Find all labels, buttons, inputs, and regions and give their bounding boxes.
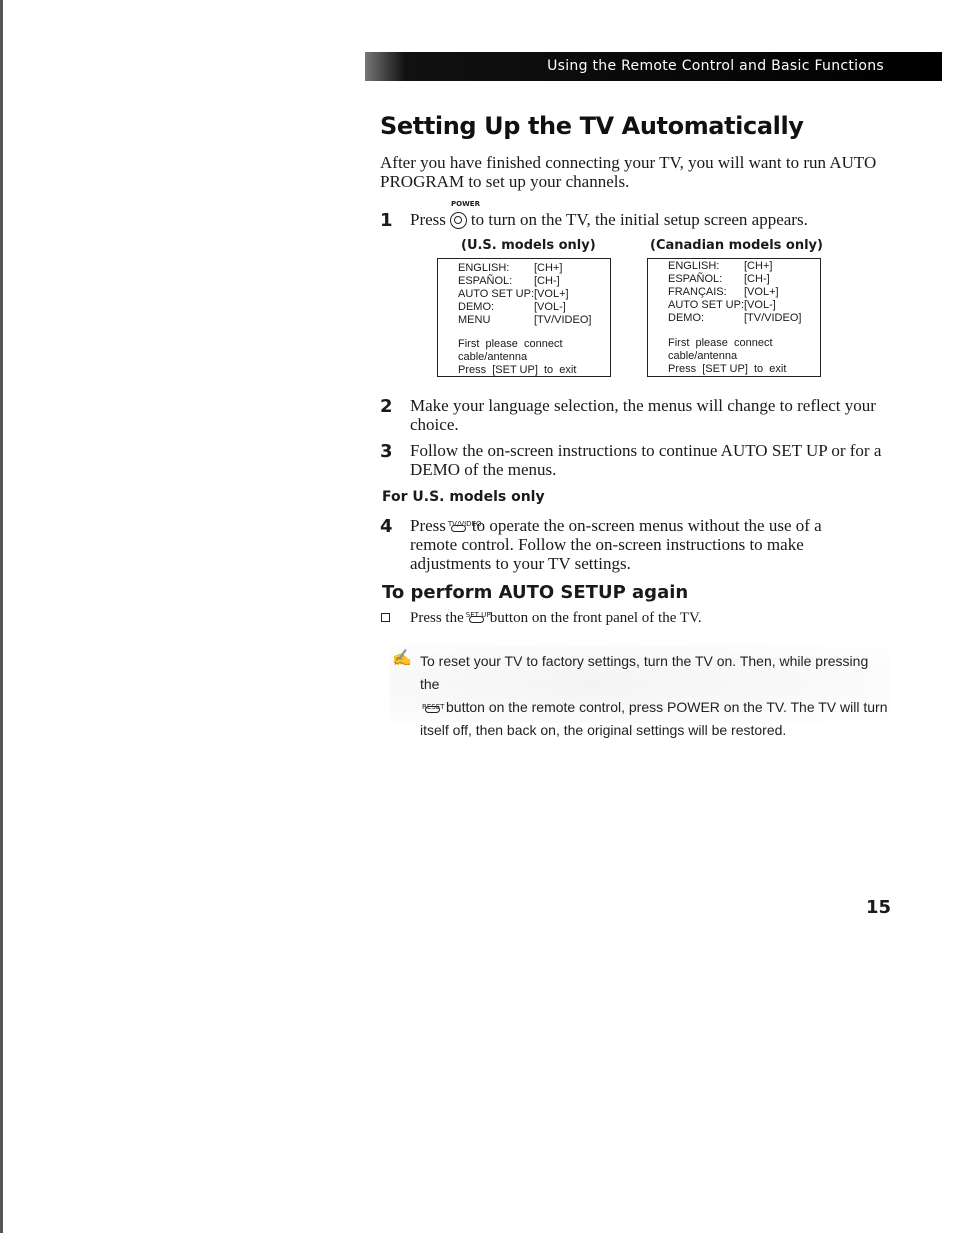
oval-button-shape — [425, 706, 440, 713]
oval-button-shape — [469, 616, 484, 623]
set-up-button-icon — [465, 610, 491, 624]
us-only-heading: For U.S. models only — [382, 489, 545, 505]
menu-value: [CH+] — [744, 260, 773, 272]
step-2-text: Make your language selection, the menus will change to reflect your choice. — [410, 396, 876, 434]
menu-line — [458, 301, 566, 314]
auto-setup-again-text — [410, 609, 890, 628]
screen-message-line: Press [SET UP] to exit — [458, 364, 577, 376]
menu-line — [668, 312, 801, 325]
reset-button-icon — [422, 700, 444, 714]
step-2-number: 2 — [380, 396, 393, 417]
auto-setup-again-heading: To perform AUTO SETUP again — [382, 582, 689, 603]
again-pre: Press the — [410, 610, 464, 626]
step-3-number: 3 — [380, 441, 393, 462]
step-4-text — [410, 516, 870, 573]
note-line-1: To reset your TV to factory settings, turn the TV on. Then, while pressing the — [420, 653, 869, 692]
screen-message-line: First please connect — [668, 337, 773, 349]
menu-value: [TV/VIDEO] — [534, 314, 592, 326]
page-number: 15 — [866, 897, 892, 918]
section-header-title: Using the Remote Control and Basic Functions — [547, 58, 884, 74]
menu-key: AUTO SET UP: — [458, 288, 535, 300]
menu-value: [VOL+] — [744, 286, 779, 298]
menu-key: AUTO SET UP: — [668, 299, 745, 311]
canada-setup-screen — [647, 258, 821, 377]
menu-line — [668, 286, 779, 299]
power-button-icon — [450, 212, 467, 229]
menu-key: ENGLISH: — [668, 260, 720, 272]
step-1-post: to turn on the TV, the initial setup screen appears. — [470, 210, 808, 229]
checkbox-bullet-icon — [381, 613, 390, 622]
menu-key: DEMO: — [458, 301, 495, 313]
menu-key: FRANÇAIS: — [668, 286, 727, 298]
step-4-pre: Press — [410, 516, 446, 535]
screen-message-line: cable/antenna — [668, 350, 738, 362]
menu-key: ESPAÑOL: — [668, 273, 723, 285]
menu-value: [CH+] — [534, 262, 563, 274]
us-screen-heading: (U.S. models only) — [461, 238, 596, 253]
menu-key: DEMO: — [668, 312, 705, 324]
menu-line — [458, 314, 591, 327]
note-text — [420, 650, 890, 742]
menu-value: [VOL-] — [534, 301, 566, 313]
power-button-label: POWER — [451, 200, 480, 208]
menu-line — [458, 275, 560, 288]
step-3-text: Follow the on-screen instructions to continue AUTO SET UP or for a DEMO of the menus. — [410, 441, 882, 479]
screen-message-line: First please connect — [458, 338, 563, 350]
menu-line — [458, 262, 562, 275]
intro-paragraph: After you have finished connecting your TV, you will want to run AUTO PROGRAM to set up your channels. — [380, 153, 877, 191]
menu-line — [668, 299, 776, 312]
pencil-note-icon: ✍ — [392, 650, 412, 667]
menu-key: ENGLISH: — [458, 262, 510, 274]
menu-key: ESPAÑOL: — [458, 275, 513, 287]
tv-video-button-label: TV/VIDEO — [447, 520, 482, 528]
menu-value: [CH-] — [534, 275, 560, 287]
section-header-bar — [365, 52, 942, 81]
menu-value: [VOL-] — [744, 299, 776, 311]
reset-button-label: RESET — [422, 703, 445, 711]
step-1-text — [410, 210, 890, 229]
canada-screen-heading: (Canadian models only) — [650, 238, 823, 253]
menu-line — [668, 273, 770, 286]
menu-line — [458, 288, 569, 301]
page-title: Setting Up the TV Automatically — [380, 112, 804, 140]
page-edge-line — [0, 0, 3, 1233]
tv-video-button-icon — [447, 519, 482, 533]
step-4-number: 4 — [380, 516, 393, 537]
menu-value: [CH-] — [744, 273, 770, 285]
oval-button-shape — [451, 525, 466, 532]
again-post: button on the front panel of the TV. — [489, 610, 702, 626]
menu-key: MENU — [458, 314, 491, 326]
step-4-post: to operate the on-screen menus without the use of a remote control. Follow the on-screen instructions to make adjustments to your TV settings. — [410, 516, 822, 573]
screen-message-line: Press [SET UP] to exit — [668, 363, 787, 375]
screen-message-line: cable/antenna — [458, 351, 528, 363]
set-up-button-label: SET UP — [465, 611, 491, 619]
us-setup-screen — [437, 258, 611, 377]
note-line-2 — [420, 696, 890, 719]
note-line-3: itself off, then back on, the original settings will be restored. — [420, 722, 787, 738]
menu-value: [TV/VIDEO] — [744, 312, 802, 324]
menu-line — [668, 260, 772, 273]
step-1-number: 1 — [380, 210, 393, 231]
note-line-2-text: button on the remote control, press POWER on the TV. The TV will turn — [446, 699, 888, 715]
step-1-pre: Press — [410, 210, 446, 229]
menu-value: [VOL+] — [534, 288, 569, 300]
